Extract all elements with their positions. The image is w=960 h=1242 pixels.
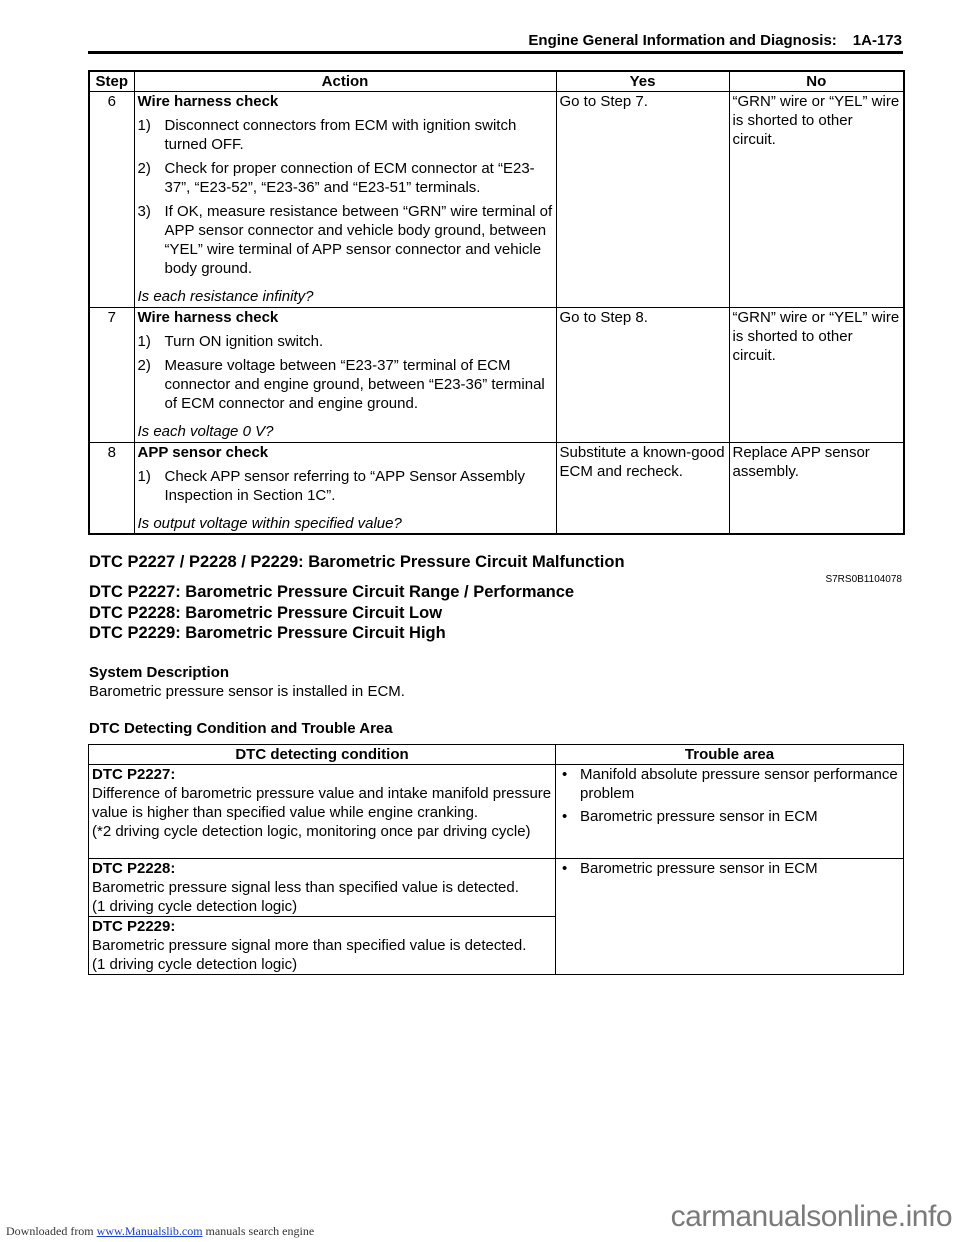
trouble-cell [556,765,904,859]
action-title: Wire harness check [137,309,279,326]
list-item: 2) Check for proper connection of ECM connector at “E23-37”, “E23-52”, “E23-36” and “E23-51” terminals. [137,160,535,196]
dtc-subtitle: DTC P2229: Barometric Pressure Circuit High [89,624,446,642]
section-title: Engine General Information and Diagnosis: [528,32,837,49]
footer: Downloaded from www.Manualslib.com manuals search engine [6,1224,315,1238]
yes-cell: Go to Step 8. [556,308,729,443]
list-item: 1) Disconnect connectors from ECM with ignition switch turned OFF. [137,117,517,153]
page-number: 1A-173 [852,32,902,49]
yes-cell: Substitute a known-good ECM and recheck. [556,443,729,535]
condition-cell: DTC P2229: Barometric pressure signal more than specified value is detected. (1 driving cycle detection logic) [89,917,556,975]
manualslib-link[interactable]: www.Manualslib.com [96,1224,203,1238]
list-item: 3) If OK, measure resistance between “GRN” wire terminal of APP sensor connector and vehicle body ground, between “YEL” wire terminal of APP sensor connector and vehicle body ground. [137,203,553,277]
table-header [89,71,904,92]
list-item: • Manifold absolute pressure sensor performance problem [559,765,900,803]
detecting-heading: DTC Detecting Condition and Trouble Area [89,720,393,737]
question: Is output voltage within specified value? [137,515,402,532]
table-row [89,308,904,443]
col-yes: Yes [556,71,729,92]
col-no: No [729,71,904,92]
condition-cell: DTC P2228: Barometric pressure signal less than specified value is detected. (1 driving cycle detection logic) [89,859,556,917]
col-action: Action [134,71,556,92]
no-cell: “GRN” wire or “YEL” wire is shorted to other circuit. [729,92,904,308]
step-number: 7 [89,308,134,443]
list-item: 2) Measure voltage between “E23-37” terminal of ECM connector and engine ground, between “E23-36” terminal of ECM connector and engine ground. [137,357,545,412]
condition-cell: DTC P2227: Difference of barometric pressure value and intake manifold pressure value is higher than specified value while engine cranking. (*2 driving cycle detection logic, monitoring once par driving cycle) [89,765,556,859]
system-description-heading: System Description [89,664,230,681]
table-row [89,859,904,917]
watermark: carmanualsonline.info [670,1200,952,1233]
doc-code: S7RS0B1104078 [825,574,902,585]
action-title: APP sensor check [137,444,269,461]
list-item: • Barometric pressure sensor in ECM [559,807,900,826]
step-number: 6 [89,92,134,308]
table-row [89,443,904,535]
action-cell [134,92,556,308]
question: Is each voltage 0 V? [137,423,274,440]
yes-cell: Go to Step 7. [556,92,729,308]
page-header [528,31,902,50]
list-item: 1) Turn ON ignition switch. [137,333,324,350]
no-cell: “GRN” wire or “YEL” wire is shorted to other circuit. [729,308,904,443]
action-title: Wire harness check [137,93,279,110]
list-item: 1) Check APP sensor referring to “APP Sensor Assembly Inspection in Section 1C”. [137,468,525,504]
dtc-subtitle: DTC P2227: Barometric Pressure Circuit Range / Performance [89,583,575,601]
col-condition: DTC detecting condition [89,745,556,765]
dtc-title: DTC P2227 / P2228 / P2229: Barometric Pressure Circuit Malfunction [89,553,625,571]
table-row [89,765,904,859]
table-header [89,745,904,765]
step-number: 8 [89,443,134,535]
trouble-cell [556,859,904,975]
action-cell [134,443,556,535]
header-rule [88,51,903,54]
col-step: Step [89,71,134,92]
system-description: Barometric pressure sensor is installed in ECM. [89,683,405,700]
col-trouble: Trouble area [556,745,904,765]
no-cell: Replace APP sensor assembly. [729,443,904,535]
question: Is each resistance infinity? [137,288,314,305]
table-row [89,92,904,308]
action-cell [134,308,556,443]
dtc-subtitle: DTC P2228: Barometric Pressure Circuit Low [89,604,443,622]
step-table [88,70,905,535]
dtc-table [88,744,904,975]
list-item: • Barometric pressure sensor in ECM [559,859,900,878]
